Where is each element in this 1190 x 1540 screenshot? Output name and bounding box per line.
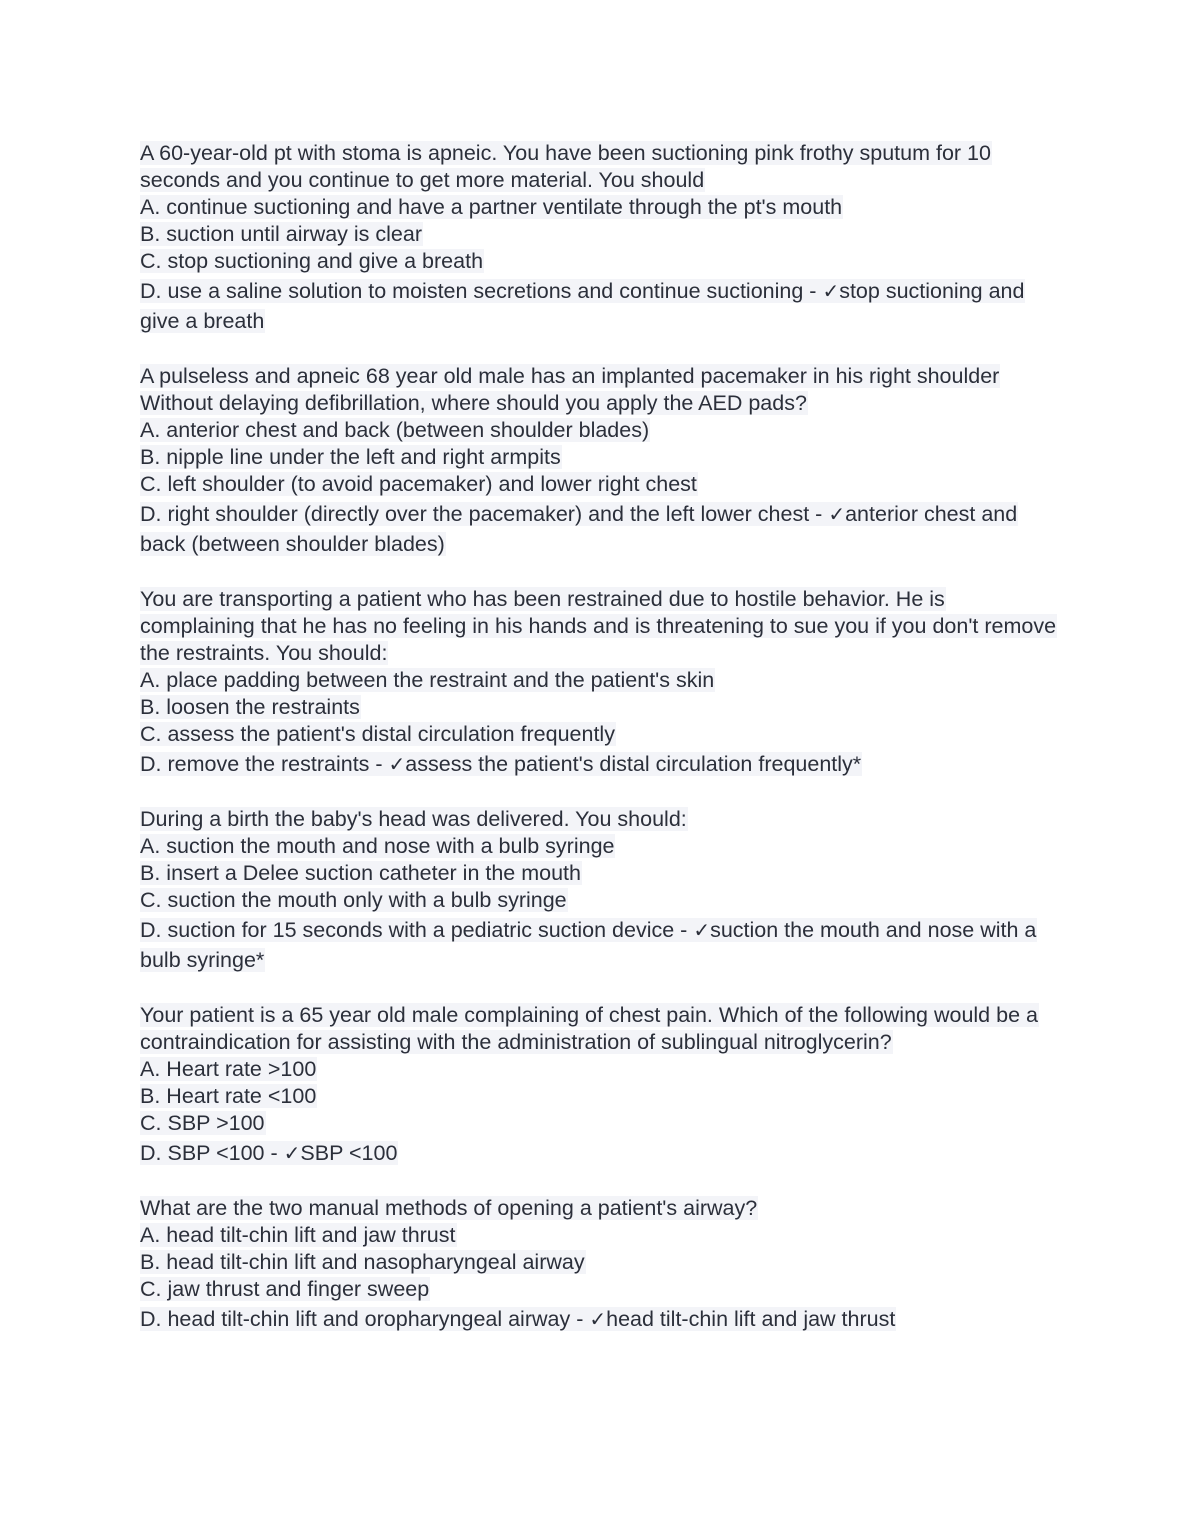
question-stem: A pulseless and apneic 68 year old male has an implanted pacemaker in his right shoulder Without delaying defibrillation, where should you apply the AED pads?	[140, 364, 1000, 415]
question-block	[140, 586, 1060, 781]
option-d-with-answer	[140, 751, 1060, 781]
correct-answer: anterior chest and back (between shoulder blades)	[140, 502, 1018, 556]
correct-answer: SBP <100	[300, 1141, 398, 1165]
correct-answer: head tilt-chin lift and jaw thrust	[606, 1307, 896, 1331]
option-c: C. assess the patient's distal circulation frequently	[140, 722, 615, 746]
option-d: D. suction for 15 seconds with a pediatric suction device -	[140, 918, 688, 942]
question-block	[140, 1002, 1060, 1170]
question-stem: A 60-year-old pt with stoma is apneic. You have been suctioning pink frothy sputum for 10 seconds and you continue to get more material. You should	[140, 141, 991, 192]
option-c: C. left shoulder (to avoid pacemaker) and lower right chest	[140, 472, 697, 496]
option-d-with-answer	[140, 1140, 1060, 1170]
document-page	[140, 140, 1060, 1361]
question-stem: Your patient is a 65 year old male complaining of chest pain. Which of the following would be a contraindication for assisting with the administration of sublingual nitroglycerin?	[140, 1003, 1038, 1054]
question-stem: During a birth the baby's head was delivered. You should:	[140, 807, 687, 831]
check-mark-icon: ✓	[693, 918, 711, 942]
option-b: B. insert a Delee suction catheter in the mouth	[140, 861, 581, 885]
check-mark-icon: ✓	[388, 752, 406, 776]
question-block	[140, 363, 1060, 561]
correct-answer: suction the mouth and nose with a bulb syringe*	[140, 918, 1037, 972]
check-mark-icon: ✓	[283, 1141, 301, 1165]
option-c: C. stop suctioning and give a breath	[140, 249, 484, 273]
option-a: A. continue suctioning and have a partner ventilate through the pt's mouth	[140, 195, 843, 219]
option-d: D. remove the restraints -	[140, 752, 383, 776]
option-a: A. place padding between the restraint and the patient's skin	[140, 668, 715, 692]
option-d: D. use a saline solution to moisten secretions and continue suctioning -	[140, 279, 817, 303]
check-mark-icon: ✓	[589, 1307, 607, 1331]
option-b: B. head tilt-chin lift and nasopharyngeal airway	[140, 1250, 585, 1274]
question-block	[140, 1195, 1060, 1336]
question-block	[140, 140, 1060, 338]
option-a: A. Heart rate >100	[140, 1057, 317, 1081]
option-b: B. Heart rate <100	[140, 1084, 317, 1108]
option-c: C. jaw thrust and finger sweep	[140, 1277, 430, 1301]
option-c: C. SBP >100	[140, 1111, 265, 1135]
option-a: A. anterior chest and back (between shoulder blades)	[140, 418, 650, 442]
option-d-with-answer	[140, 501, 1060, 561]
check-mark-icon: ✓	[828, 502, 846, 526]
option-d-with-answer	[140, 917, 1060, 977]
option-a: A. head tilt-chin lift and jaw thrust	[140, 1223, 456, 1247]
question-stem: You are transporting a patient who has been restrained due to hostile behavior. He is complaining that he has no feeling in his hands and is threatening to sue you if you don't remove the restraints. You should:	[140, 587, 1057, 665]
option-d: D. SBP <100 -	[140, 1141, 278, 1165]
option-a: A. suction the mouth and nose with a bulb syringe	[140, 834, 615, 858]
option-d-with-answer	[140, 278, 1060, 338]
option-b: B. loosen the restraints	[140, 695, 360, 719]
option-d: D. right shoulder (directly over the pacemaker) and the left lower chest -	[140, 502, 823, 526]
option-c: C. suction the mouth only with a bulb syringe	[140, 888, 567, 912]
question-stem: What are the two manual methods of opening a patient's airway?	[140, 1196, 758, 1220]
option-d-with-answer	[140, 1306, 1060, 1336]
check-mark-icon: ✓	[822, 279, 840, 303]
option-b: B. suction until airway is clear	[140, 222, 422, 246]
correct-answer: assess the patient's distal circulation frequently*	[405, 752, 862, 776]
question-block	[140, 806, 1060, 977]
option-b: B. nipple line under the left and right armpits	[140, 445, 561, 469]
option-d: D. head tilt-chin lift and oropharyngeal airway -	[140, 1307, 584, 1331]
correct-answer: stop suctioning and give a breath	[140, 279, 1025, 333]
